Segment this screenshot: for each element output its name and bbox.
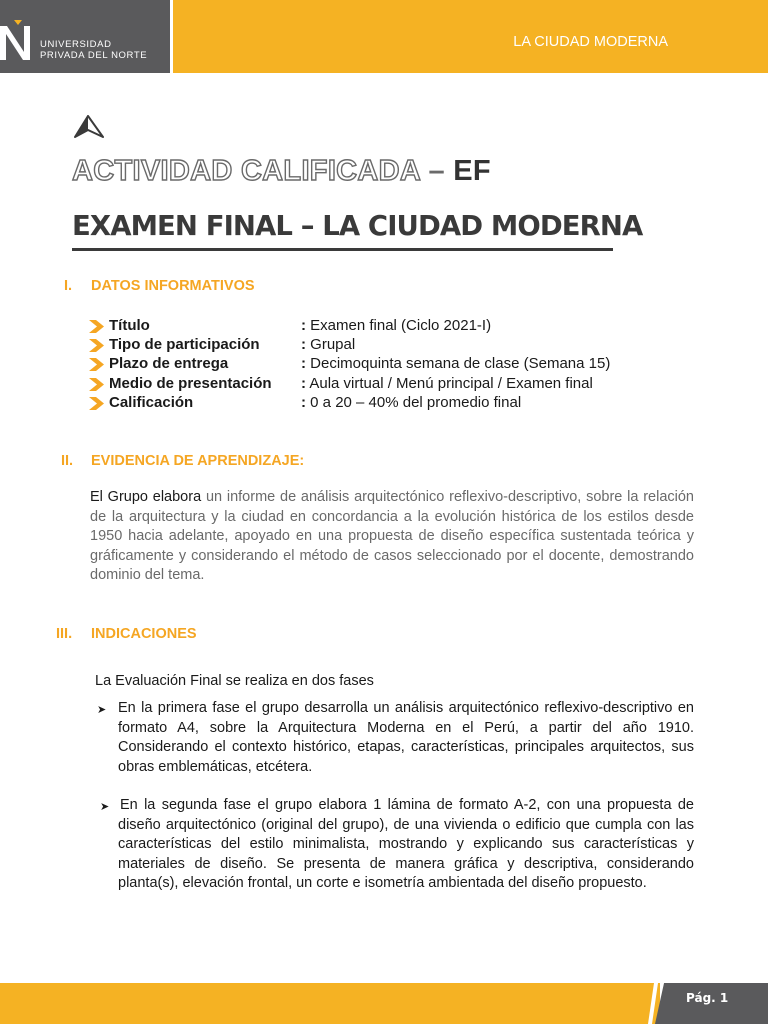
info-value: : Examen final (Ciclo 2021-I) bbox=[301, 317, 492, 334]
indication-item-2-text: En la segunda fase el grupo elabora 1 lámina de formato A-2, con una propuesta de diseño arquitectónico (original del grupo), de una vivienda o edificio que cumpla con las características del estilo minimalista, mostrando y explicando sus características y materiales de diseño. Se presenta de manera gráfica y descriptiva, considerando planta(s), elevación frontal, un corte e isometría ambientada del diseño propuesto. bbox=[118, 797, 694, 891]
info-value: : 0 a 20 – 40% del promedio final bbox=[301, 394, 522, 411]
indication-item-1: En la primera fase el grupo desarrolla un análisis arquitectónico reflexivo-descriptivo en formato A4, sobre la Arquitectura Moderna en el Perú, a partir del año 1910. Considerando el contexto histórico, etapas, características, principales arquitectos, sus obras emblemáticas, etcétera. bbox=[118, 700, 694, 775]
page-number: Pág. 1 bbox=[686, 991, 729, 1005]
section-3-number: III. bbox=[56, 626, 73, 642]
section-1-number: I. bbox=[64, 278, 73, 294]
arrow-bullet-icon: ➤ bbox=[97, 704, 107, 716]
chevron-bullet-icon bbox=[89, 339, 105, 352]
chevron-bullet-icon bbox=[89, 358, 105, 371]
evidence-text: un informe de análisis arquitectónico reflexivo-descriptivo, sobre la relación de la arquitectura y la ciudad en concordancia a la evolución histórica de los estilos desde 1950 hacia adelante, apoyado en una propuesta de diseño específica sustentada teórica y gráficamente y considerando el método de casos seleccionado por el docente, demostrando dominio del tema. bbox=[90, 489, 694, 584]
info-value: : Aula virtual / Menú principal / Examen final bbox=[301, 375, 593, 392]
indications-intro: La Evaluación Final se realiza en dos fases bbox=[95, 673, 374, 689]
evidence-lead: El Grupo elabora bbox=[90, 489, 202, 505]
section-2-number: II. bbox=[61, 453, 74, 469]
info-label: Plazo de entrega bbox=[109, 355, 229, 372]
info-label: Tipo de participación bbox=[109, 336, 260, 353]
activity-title-dash: – bbox=[428, 155, 445, 187]
section-2-title: EVIDENCIA DE APRENDIZAJE: bbox=[91, 453, 305, 469]
navigation-arrow-icon bbox=[73, 115, 105, 139]
footer-bar bbox=[0, 983, 660, 1024]
course-title: LA CIUDAD MODERNA bbox=[513, 34, 668, 50]
chevron-bullet-icon bbox=[89, 378, 105, 391]
logo-text-line1: UNIVERSIDAD bbox=[40, 39, 112, 50]
info-label: Calificación bbox=[109, 394, 194, 411]
evidence-paragraph bbox=[90, 488, 694, 586]
chevron-bullet-icon bbox=[89, 397, 105, 410]
section-3-title: INDICACIONES bbox=[91, 626, 197, 642]
info-label: Medio de presentación bbox=[109, 375, 272, 392]
section-1-title: DATOS INFORMATIVOS bbox=[91, 278, 255, 294]
exam-subtitle: EXAMEN FINAL – LA CIUDAD MODERNA bbox=[72, 210, 643, 242]
header-bar bbox=[173, 0, 768, 73]
activity-code: EF bbox=[453, 155, 491, 187]
logo-text-line2: PRIVADA DEL NORTE bbox=[40, 50, 148, 61]
info-value: : Decimoquinta semana de clase (Semana 15) bbox=[301, 355, 611, 372]
arrow-bullet-icon: ➤ bbox=[100, 801, 110, 813]
info-label: Título bbox=[109, 317, 150, 334]
indication-item-2 bbox=[118, 796, 694, 894]
info-value: : Grupal bbox=[301, 336, 356, 353]
activity-title bbox=[72, 155, 491, 188]
chevron-bullet-icon bbox=[89, 320, 105, 333]
university-logo-block bbox=[0, 0, 170, 73]
activity-title-text: ACTIVIDAD CALIFICADA bbox=[72, 155, 421, 187]
subtitle-underline bbox=[72, 248, 613, 251]
upn-logo-icon bbox=[0, 20, 34, 62]
